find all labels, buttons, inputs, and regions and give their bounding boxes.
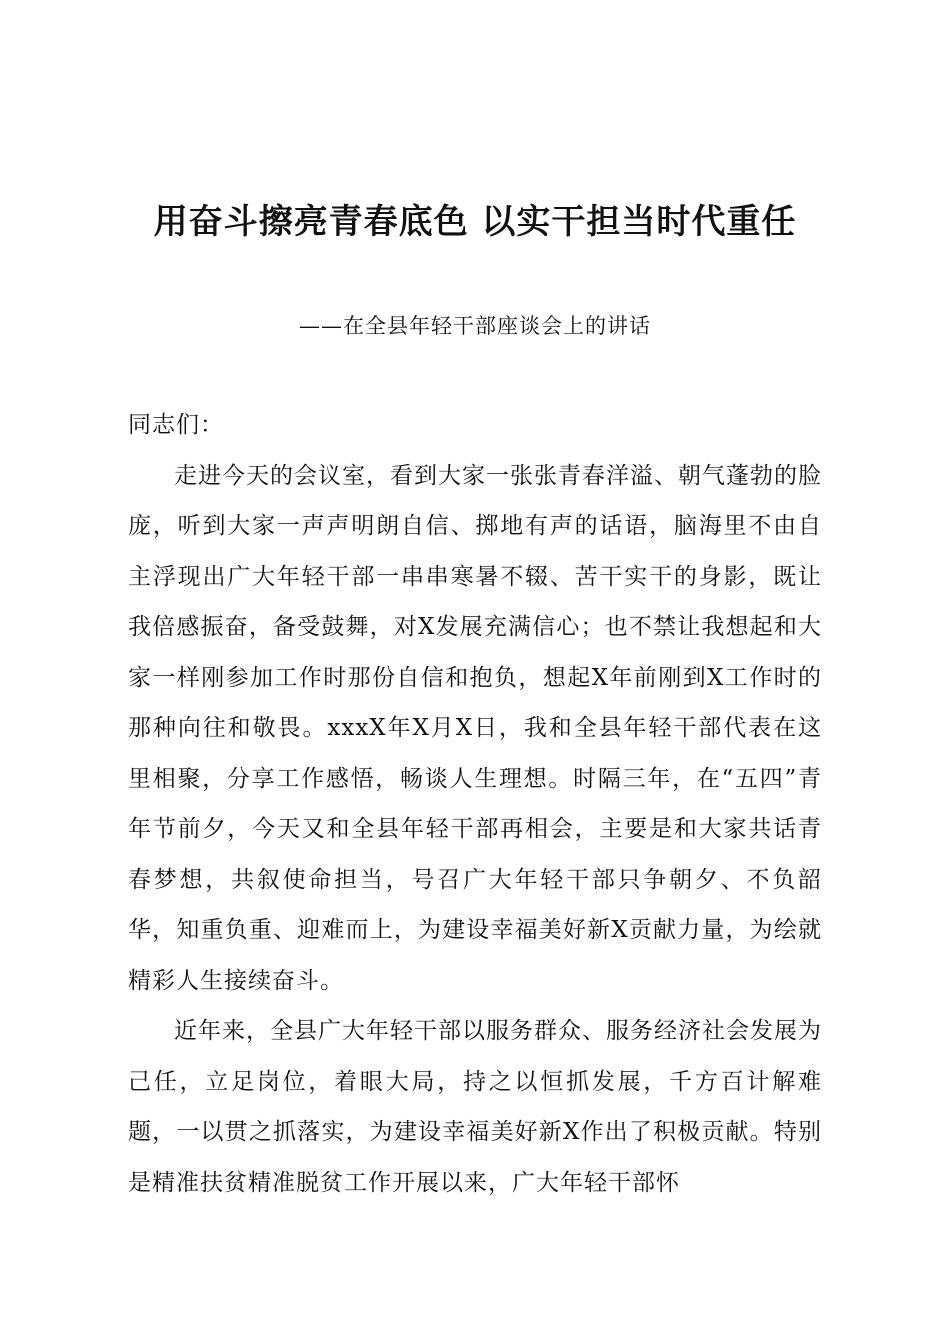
paragraph-2: 近年来，全县广大年轻干部以服务群众、服务经济社会发展为己任，立足岗位，着眼大局，持之以恒抓发展，千方百计解难题，一以贯之抓落实，为建设幸福美好新X作出了积极贡献。特别是精准扶贫精准脱贫工作开展以来，广大年轻干部怀 [128, 1018, 822, 1196]
paragraph-1: 走进今天的会议室，看到大家一张张青春洋溢、朝气蓬勃的脸庞，听到大家一声声明朗自信、掷地有声的话语，脑海里不由自主浮现出广大年轻干部一串串寒暑不辍、苦干实干的身影，既让我倍感振奋，备受鼓舞，对X发展充满信心；也不禁让我想起和大家一样刚参加工作时那份自信和抱负，想起X年前刚到X工作时的那种向往和敬畏。xxxX年X月X日，我和全县年轻干部代表在这里相聚，分享工作感悟，畅谈人生理想。时隔三年，在“五四”青年节前夕，今天又和全县年轻干部再相会，主要是和大家共话青春梦想，共叙使命担当，号召广大年轻干部只争朝夕、不负韶华，知重负重、迎难而上，为建设幸福美好新X贡献力量，为绘就精彩人生接续奋斗。 [128, 462, 822, 994]
document-body [128, 400, 822, 1208]
document-subtitle: ——在全县年轻干部座谈会上的讲话 [299, 314, 651, 338]
document-title: 用奋斗擦亮青春底色 以实干担当时代重任 [153, 202, 797, 242]
salutation: 同志们： [128, 412, 224, 438]
